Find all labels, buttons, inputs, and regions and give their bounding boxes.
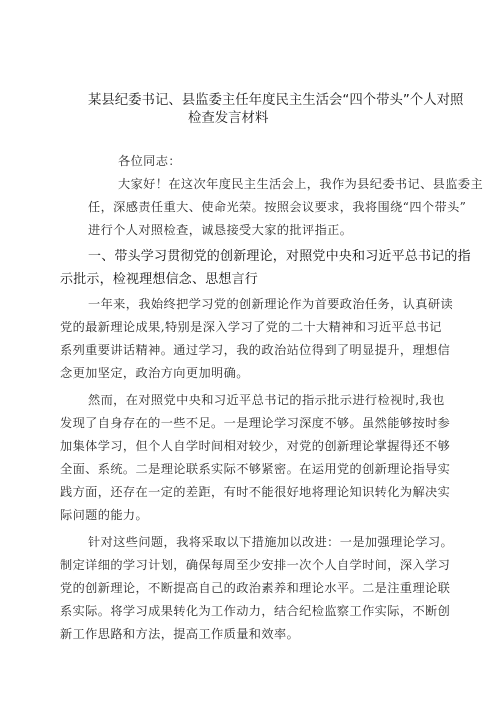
paragraph-line: 系列重要讲话精神。通过学习，我的政治站位得到了明显提升，理想信 [60,343,451,357]
paragraph-line: 新工作思路和方法，提高工作质量和效率。 [60,627,300,641]
document-title-line-2: 检查发言材料 [188,111,269,126]
paragraph-line: 念更加坚定，政治方向更加明确。 [60,366,249,380]
paragraph-line: 然而，在对照党中央和习近平总书记的指示批示进行检视时,我也 [88,393,445,407]
document-title-line-1: 某县纪委书记、县监委主任年度民主生活会“四个带头”个人对照 [88,93,464,108]
paragraph-line: 针对这些问题，我将采取以下措施加以改进：一是加强理论学习。 [88,535,454,549]
paragraph-line: 党的创新理论，不断提高自己的政治素养和理论水平。二是注重理论联 [60,581,451,595]
section-heading-line: 一、带头学习贯彻党的创新理论，对照党中央和习近平总书记的指 [88,249,471,264]
paragraph-line: 党的最新理论成果,特别是深入学习了党的二十大精神和习近平总书记 [60,320,442,334]
paragraph-line: 大家好！在这次年度民主生活会上，我作为县纪委书记、县监委主 [118,177,484,191]
section-heading-line: 示批示，检视理想信念、思想言行 [60,272,259,287]
paragraph-line: 一年来，我始终把学习党的创新理论作为首要政治任务，认真研读 [88,297,454,311]
paragraph-line: 际问题的能力。 [60,508,149,522]
paragraph-line: 进行个人对照检查，诚恳接受大家的批评指正。 [88,223,353,237]
salutation: 各位同志： [118,154,181,168]
paragraph-line: 系实际。将学习成果转化为工作动力，结合纪检监察工作实际，不断创 [60,604,451,618]
paragraph-line: 加集体学习，但个人自学时间相对较少，对党的创新理论掌握得还不够 [60,439,451,453]
paragraph-line: 任，深感责任重大、使命光荣。按照会议要求，我将围绕“四个带头” [88,200,467,214]
paragraph-line: 发现了自身存在的一些不足。一是理论学习深度不够。虽然能够按时参 [60,416,451,430]
paragraph-line: 全面、系统。二是理论联系实际不够紧密。在运用党的创新理论指导实 [60,462,451,476]
paragraph-line: 践方面，还存在一定的差距，有时不能很好地将理论知识转化为解决实 [60,485,451,499]
paragraph-line: 制定详细的学习计划，确保每周至少安排一次个人自学时间，深入学习 [60,558,451,572]
